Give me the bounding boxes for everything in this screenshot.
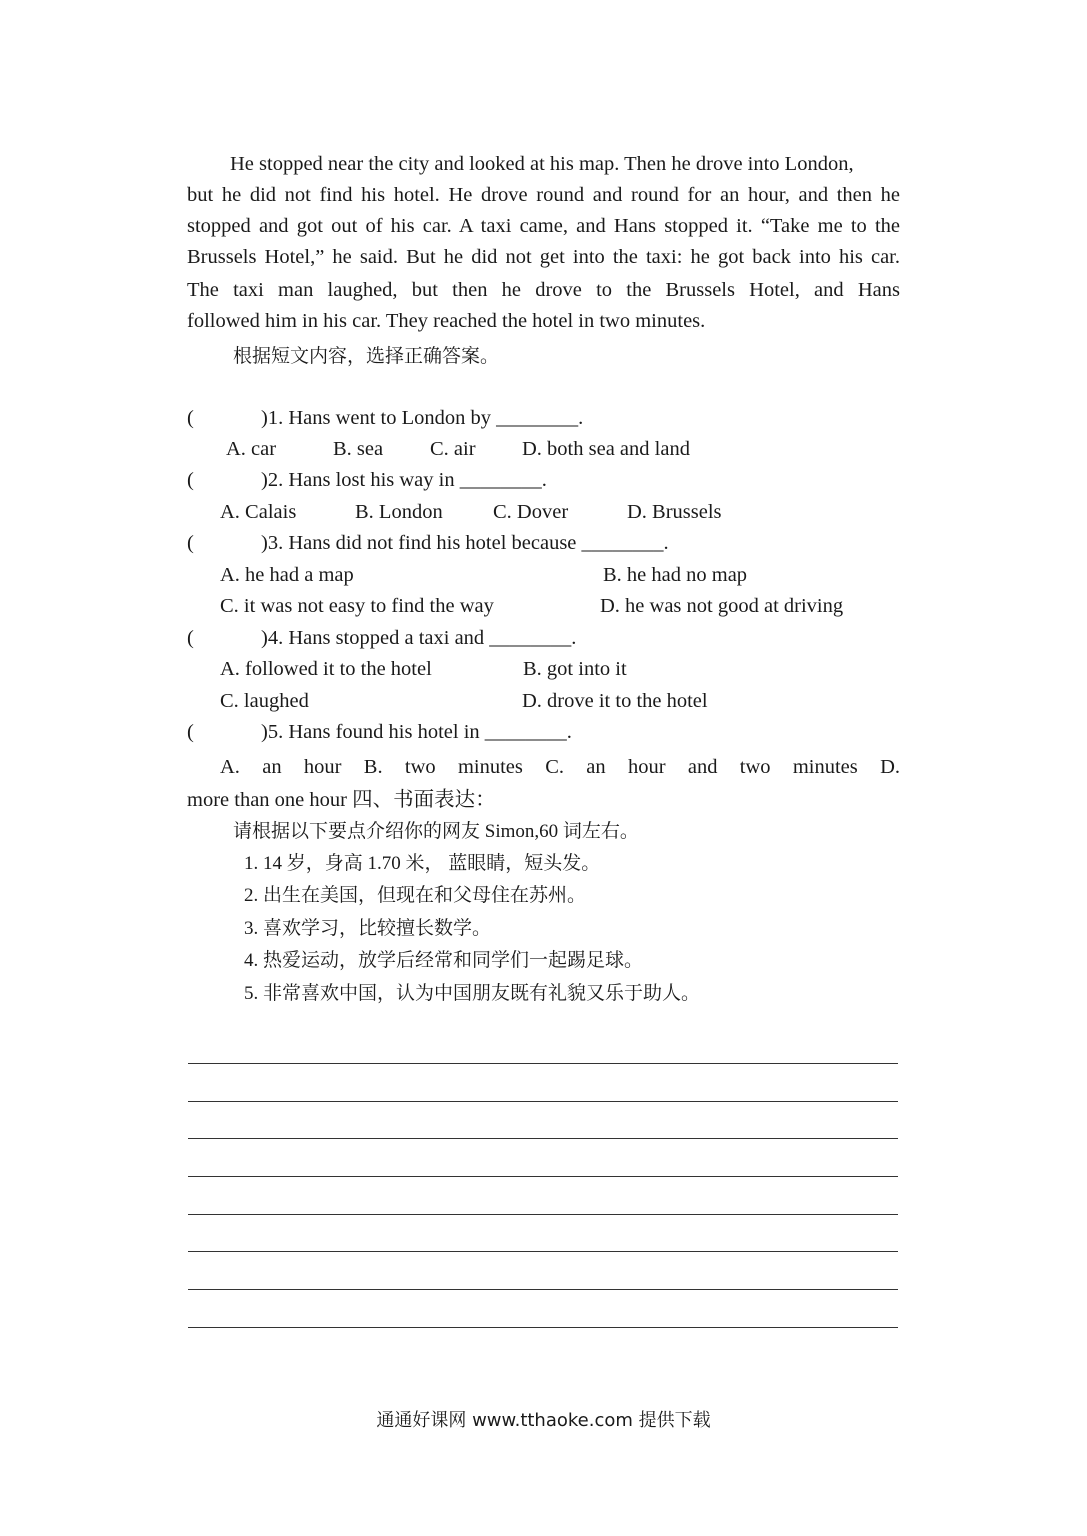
answer-blank-open-paren: ( xyxy=(187,407,194,429)
writing-line xyxy=(188,1101,898,1102)
q1-option-a: A. car xyxy=(226,438,277,460)
writing-prompt: 请根据以下要点介绍你的网友 Simon,60 词左右。 xyxy=(233,821,639,842)
question-2-text: )2. Hans lost his way in ________. xyxy=(261,469,547,491)
page-footer: 通通好课网 www.tthaoke.com 提供下载 xyxy=(376,1410,711,1431)
question-3-text: )3. Hans did not find his hotel because ________. xyxy=(261,532,669,554)
q5-options-wrap: more than one hour 四、书面表达： xyxy=(187,789,496,811)
passage-line-2: but he did not find his hotel. He drove round and round for an hour, and then he xyxy=(187,184,900,206)
q4-option-d: D. drove it to the hotel xyxy=(522,690,708,712)
writing-line xyxy=(188,1138,898,1139)
question-1-text: )1. Hans went to London by ________. xyxy=(261,407,584,429)
writing-line xyxy=(188,1214,898,1215)
q3-option-a: A. he had a map xyxy=(220,564,354,586)
answer-blank-open-paren: ( xyxy=(187,721,194,743)
q3-option-d: D. he was not good at driving xyxy=(600,595,844,617)
writing-line xyxy=(188,1063,898,1064)
answer-blank-open-paren: ( xyxy=(187,627,194,649)
q3-option-c: C. it was not easy to find the way xyxy=(220,595,494,617)
q1-option-b: B. sea xyxy=(333,438,384,460)
question-4-text: )4. Hans stopped a taxi and ________. xyxy=(261,627,577,649)
writing-line xyxy=(188,1251,898,1252)
q5-options-line: A. an hour B. two minutes C. an hour and two minutes D. xyxy=(220,756,900,778)
q1-option-c: C. air xyxy=(430,438,476,460)
reading-instruction: 根据短文内容，选择正确答案。 xyxy=(233,345,500,367)
passage-line-4: Brussels Hotel,” he said. But he did not get into the taxi: he got back into his car. xyxy=(187,246,900,268)
passage-line-5: The taxi man laughed, but then he drove to the Brussels Hotel, and Hans xyxy=(187,279,900,301)
writing-point-4: 4. 热爱运动，放学后经常和同学们一起踢足球。 xyxy=(244,950,644,971)
answer-blank-open-paren: ( xyxy=(187,469,194,491)
writing-point-5: 5. 非常喜欢中国，认为中国朋友既有礼貌又乐于助人。 xyxy=(244,983,701,1004)
writing-line xyxy=(188,1176,898,1177)
q2-option-a: A. Calais xyxy=(220,501,297,523)
writing-point-1: 1. 14 岁，身高 1.70 米， 蓝眼睛，短头发。 xyxy=(244,853,601,874)
passage-line-3: stopped and got out of his car. A taxi came, and Hans stopped it. “Take me to the xyxy=(187,215,900,237)
q2-option-b: B. London xyxy=(355,501,443,523)
writing-point-3: 3. 喜欢学习，比较擅长数学。 xyxy=(244,918,492,939)
answer-blank-open-paren: ( xyxy=(187,532,194,554)
q2-option-c: C. Dover xyxy=(493,501,569,523)
writing-line xyxy=(188,1327,898,1328)
q4-option-a: A. followed it to the hotel xyxy=(220,658,432,680)
writing-point-2: 2. 出生在美国，但现在和父母住在苏州。 xyxy=(244,885,587,906)
q1-option-d: D. both sea and land xyxy=(522,438,690,460)
question-5-text: )5. Hans found his hotel in ________. xyxy=(261,721,572,743)
q2-option-d: D. Brussels xyxy=(627,501,722,523)
q3-option-b: B. he had no map xyxy=(603,564,748,586)
passage-line-1: He stopped near the city and looked at his map. Then he drove into London, xyxy=(230,153,854,175)
writing-line xyxy=(188,1289,898,1290)
passage-line-6: followed him in his car. They reached the hotel in two minutes. xyxy=(187,310,706,332)
q4-option-c: C. laughed xyxy=(220,690,309,712)
q4-option-b: B. got into it xyxy=(523,658,627,680)
